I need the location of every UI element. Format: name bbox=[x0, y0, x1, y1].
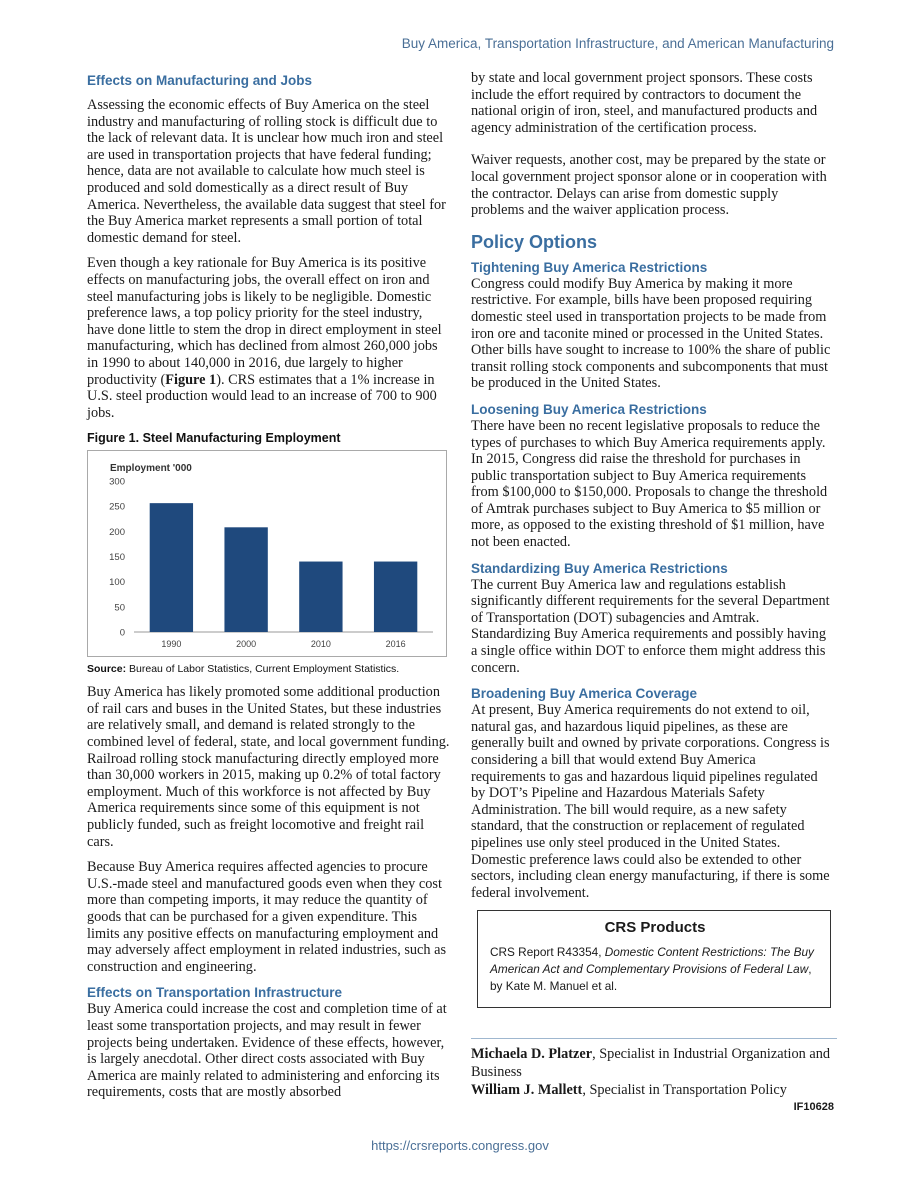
paragraph: The current Buy America law and regulations establish significantly different requirements for the several Department of Transportation (DOT) subagencies and Amtrak. Standardizing Buy America requirements and possibly having a single office within DOT to enforce them might address this concern. bbox=[471, 576, 830, 676]
chart-title: Employment '000 bbox=[110, 463, 192, 475]
paragraph: Congress could modify Buy America by making it more restrictive. For example, bills have been proposed requiring domestic steel used in transportation projects to be made from iron ore and taconite mined or processed in the United States. Other bills have sought to increase to 100% the share of public transit rolling stock components and subcomponents that must be produced in the United States. bbox=[471, 275, 831, 392]
author-role: , Specialist in Transportation Policy bbox=[582, 1082, 787, 1099]
paragraph bbox=[87, 255, 450, 421]
section-policy-options: Policy Options bbox=[471, 231, 598, 252]
y-tick-label: 50 bbox=[114, 602, 125, 614]
paragraph: by state and local government project sponsors. These costs include the effort required by contractors to document the national origin of iron, steel, and manufactured products and agency administration of the certification process. bbox=[471, 70, 818, 136]
y-tick-label: 300 bbox=[109, 476, 125, 488]
heading-effects-manufacturing: Effects on Manufacturing and Jobs bbox=[87, 73, 313, 88]
figure-source bbox=[87, 663, 450, 675]
x-tick-label: 1990 bbox=[161, 639, 182, 650]
y-tick-label: 0 bbox=[119, 627, 125, 639]
author-name: Michaela D. Platzer bbox=[471, 1046, 593, 1063]
x-tick-label: 2000 bbox=[236, 639, 257, 650]
running-header: Buy America, Transportation Infrastructure, and American Manufacturing bbox=[401, 36, 834, 51]
crs-products-box bbox=[477, 910, 831, 1008]
paragraph-text: ). CRS estimates that a 1% increase in U.S. steel production would lead to an increase of 700 to 900 jobs. bbox=[87, 371, 437, 421]
heading-broadening: Broadening Buy America Coverage bbox=[471, 686, 698, 702]
document-id: IF10628 bbox=[793, 1101, 834, 1113]
x-tick-label: 2010 bbox=[310, 639, 331, 650]
y-tick-label: 250 bbox=[109, 501, 125, 513]
y-tick-label: 150 bbox=[109, 552, 125, 564]
bar-2000 bbox=[224, 528, 267, 633]
paragraph: Waiver requests, another cost, may be prepared by the state or local government project sponsor alone or in cooperation with the contractor. Delays can arise from domestic supply problems and the waiver application process. bbox=[471, 152, 827, 219]
paragraph-text: Even though a key rationale for Buy America is its positive effects on manufacturing jobs, the overall effect on iron and steel manufacturing jobs is likely to be negligible. Domestic preference laws, a top policy priority for the steel industry, have done little to stem the drop in direct employment in steel manufacturing, which has declined from almost 260,000 jobs in 1990 to about 140,000 in 2016, due largely to higher productivity ( bbox=[87, 255, 442, 388]
paragraph: Assessing the economic effects of Buy America on the steel industry and manufacturing of rolling stock is difficult due to the lack of relevant data. It is unclear how much iron and steel are used in transportation projects that have federal funding; hence, data are not available to calculate how much steel is produced and sold domestically as a direct result of Buy America. Nevertheless, the available data suggest that steel for the Buy America market represents a small portion of total domestic demand for steel. bbox=[87, 97, 446, 246]
source-text: Bureau of Labor Statistics, Current Employment Statistics. bbox=[126, 663, 400, 676]
products-prefix: CRS Report R43354, bbox=[490, 945, 605, 960]
chart-frame bbox=[87, 450, 447, 657]
products-suffix: , by Kate M. Manuel et al. bbox=[490, 962, 812, 994]
author-1 bbox=[471, 1045, 833, 1081]
paragraph: Buy America has likely promoted some additional production of rail cars and buses in the United States, but these industries are relatively small, and demand is related strongly to the combined level of federal, state, and local government funding. Railroad rolling stock manufacturing directly employed more than 30,000 workers in 2015, making up 0.2% of total factory employment. Much of this workforce is not affected by Buy America requirements since some of this equipment is not publicly funded, such as freight locomotive and freight rail cars. bbox=[87, 684, 450, 850]
bar-1990 bbox=[150, 503, 193, 632]
bar-chart bbox=[88, 451, 448, 658]
paragraph: Buy America could increase the cost and completion time of at least some transportation projects, and may result in fewer projects being undertaken. Evidence of these effects, however, is largely anecdotal. Other direct costs associated with Buy America are mainly related to administering and enforcing its requirements, costs that are mostly absorbed bbox=[87, 1001, 447, 1101]
figure-reference: Figure 1 bbox=[165, 371, 217, 388]
divider bbox=[471, 1038, 837, 1039]
author-name: William J. Mallett bbox=[471, 1082, 583, 1099]
bar-2010 bbox=[299, 562, 342, 632]
y-tick-label: 100 bbox=[109, 577, 125, 589]
heading-tightening: Tightening Buy America Restrictions bbox=[471, 259, 708, 275]
heading-loosening: Loosening Buy America Restrictions bbox=[471, 401, 707, 417]
y-tick-label: 200 bbox=[109, 527, 125, 539]
paragraph: At present, Buy America requirements do not extend to oil, natural gas, and hazardous liquid pipelines, as these are generally built and owned by private corporations. Congress is considering a bill that would extend Buy America requirements to gas and hazardous liquid pipelines regulated by DOT’s Pipeline and Hazardous Materials Safety Administration. The bill would require, as a new safety standard, that the construction or replacement of regulated pipelines use only steel produced in the United States. Domestic preference laws could also be extended to other sectors, including clean energy manufacturing, if there is some federal involvement. bbox=[471, 702, 830, 901]
products-title: CRS Products bbox=[604, 919, 706, 937]
figure-title: Figure 1. Steel Manufacturing Employment bbox=[87, 431, 341, 446]
author-2 bbox=[471, 1081, 833, 1099]
report-title-link[interactable]: Domestic Content Restrictions: The Buy American Act and Complementary Provisions of Federal Law bbox=[490, 945, 814, 977]
paragraph: Because Buy America requires affected agencies to procure U.S.-made steel and manufactured goods even when they cost more than competing imports, it may reduce the quantity of goods that can be purchased for a given expenditure. This limits any positive effects on manufacturing employment and may adversely affect employment in related industries, such as construction and engineering. bbox=[87, 859, 447, 975]
bar-2016 bbox=[374, 562, 417, 632]
x-tick-label: 2016 bbox=[385, 639, 406, 650]
footer-url-link[interactable]: https://crsreports.congress.gov bbox=[371, 1138, 549, 1153]
products-text bbox=[490, 944, 820, 995]
source-label: Source: bbox=[87, 663, 127, 676]
left-column bbox=[87, 70, 450, 1110]
heading-effects-infrastructure: Effects on Transportation Infrastructure bbox=[87, 985, 343, 1001]
author-role: , Specialist in Industrial Organization and Business bbox=[471, 1046, 831, 1081]
paragraph: There have been no recent legislative proposals to reduce the types of purchases to which Buy America requirements apply. In 2015, Congress did raise the threshold for purchases in public transportation subject to Buy America requirements from $100,000 to $150,000. Proposals to change the threshold of Amtrak purchases subject to Buy America to $5 million or more, as opposed to the existing threshold of $1 million, have not been enacted. bbox=[471, 417, 828, 551]
right-column bbox=[471, 70, 833, 1099]
heading-standardizing: Standardizing Buy America Restrictions bbox=[471, 560, 728, 576]
